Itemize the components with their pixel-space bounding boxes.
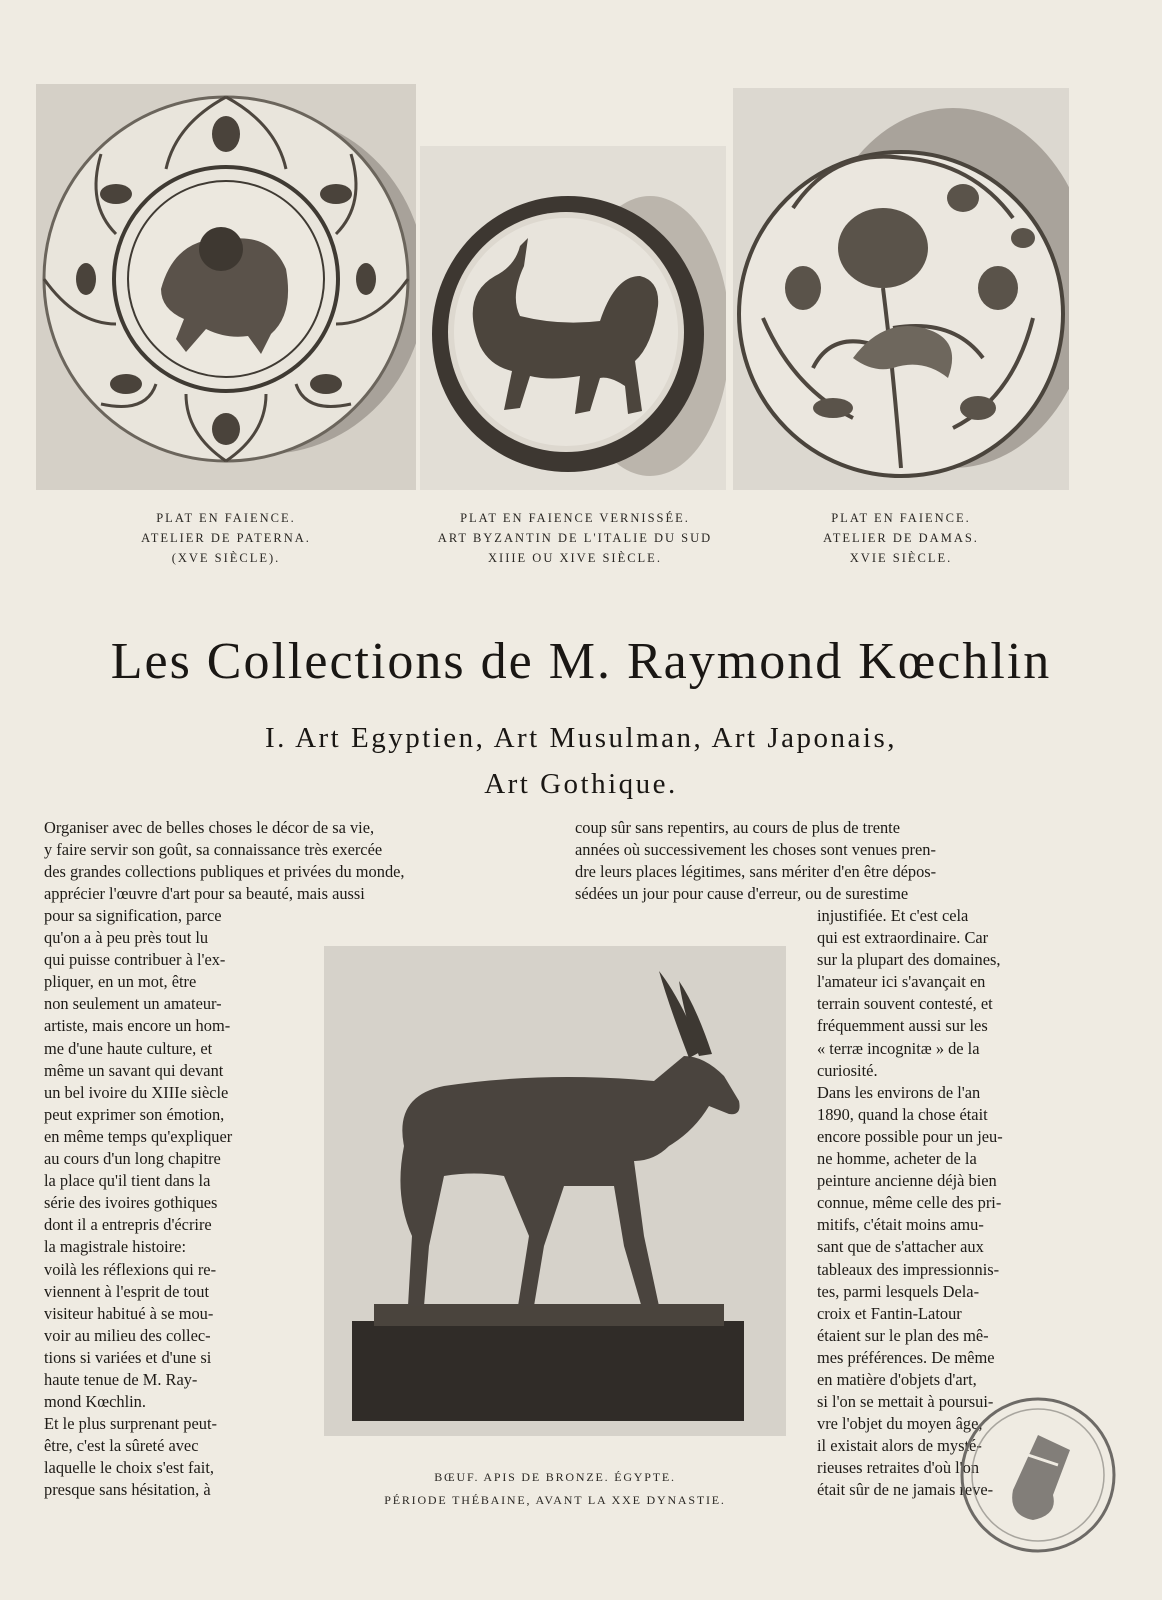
text-line: curiosité. (817, 1060, 878, 1080)
text-line: sant que de s'attacher aux (817, 1237, 984, 1257)
text-line: voir au milieu des collec- (44, 1325, 211, 1345)
text-line: laquelle le choix s'est fait, (44, 1458, 214, 1478)
apis-bull-photo (324, 946, 786, 1436)
text-line: 1890, quand la chose était (817, 1104, 988, 1124)
text-line: coup sûr sans repentirs, au cours de plus de trente (575, 818, 900, 837)
article-subtitle-line-1: I. Art Egyptien, Art Musulman, Art Japonais, (265, 722, 897, 754)
text-line: mond Kœchlin. (44, 1392, 146, 1412)
text-line: des grandes collections publiques et privées du monde, (44, 862, 405, 882)
text-line: qu'on a à peu près tout lu (44, 928, 209, 948)
text-line: sédées un jour pour cause d'erreur, ou de surestime (575, 884, 909, 904)
text-line: y faire servir son goût, sa connaissance très exercée (44, 840, 383, 860)
text-line: me d'une haute culture, et (44, 1038, 213, 1058)
text-line: étaient sur le plan des mê- (817, 1325, 989, 1345)
text-line: tes, parmi lesquels Dela- (817, 1281, 980, 1301)
text-line: série des ivoires gothiques (44, 1193, 218, 1213)
text-line: fréquemment aussi sur les (817, 1016, 988, 1036)
text-line: apprécier l'œuvre d'art pour sa beauté, mais aussi (44, 884, 365, 904)
text-line: en même temps qu'expliquer (44, 1126, 233, 1146)
caption-line: PLAT EN FAIENCE VERNISSÉE. (460, 511, 690, 525)
text-line: qui puisse contribuer à l'ex- (44, 950, 226, 970)
text-line: la magistrale histoire: (44, 1237, 187, 1257)
caption-line: XIIIE OU XIVE SIÈCLE. (488, 551, 662, 565)
text-line: un bel ivoire du XIIIe siècle (44, 1082, 229, 1102)
text-line: était sûr de ne jamais reve- (817, 1480, 994, 1500)
text-line: rieuses retraites d'où l'on (817, 1458, 980, 1478)
text-line: vre l'objet du moyen âge, (817, 1414, 983, 1434)
text-line: au cours d'un long chapitre (44, 1149, 221, 1169)
caption-line: ART BYZANTIN DE L'ITALIE DU SUD (437, 531, 713, 545)
caption-line: ATELIER DE PATERNA. (141, 531, 311, 545)
apis-bull-caption (324, 1466, 786, 1512)
text-line: injustifiée. Et c'est cela (817, 906, 969, 925)
text-line: terrain souvent contesté, et (817, 994, 993, 1014)
text-line: encore possible pour un jeu- (817, 1126, 1003, 1146)
text-line: presque sans hésitation, à (44, 1480, 211, 1500)
caption-line: BŒUF. APIS DE BRONZE. ÉGYPTE. (434, 1470, 676, 1484)
body-text-left-narrow (44, 905, 291, 1502)
text-line: pliquer, en un mot, être (44, 972, 197, 992)
text-line: Dans les environs de l'an (817, 1082, 981, 1102)
caption-line: ATELIER DE DAMAS. (823, 531, 979, 545)
plate-damascus-photo (733, 88, 1069, 490)
text-line: qui est extraordinaire. Car (817, 928, 989, 948)
text-line: sur la plupart des domaines, (817, 950, 1001, 970)
plate-byzantine-photo (420, 146, 726, 490)
caption-line: XVIE SIÈCLE. (849, 551, 953, 565)
text-line: croix et Fantin-Latour (817, 1303, 962, 1323)
text-line: être, c'est la sûreté avec (44, 1436, 199, 1456)
text-line: la place qu'il tient dans la (44, 1171, 211, 1191)
text-line: visiteur habitué à se mou- (44, 1303, 214, 1323)
body-text-right-full (575, 817, 1065, 905)
text-line: tions si variées et d'une si (44, 1347, 212, 1367)
text-line: si l'on se mettait à poursui- (817, 1392, 994, 1412)
text-line: non seulement un amateur- (44, 994, 222, 1014)
text-line: dont il a entrepris d'écrire (44, 1215, 212, 1235)
article-subtitle-line-2: Art Gothique. (484, 768, 678, 800)
text-line: mes préférences. De même (817, 1347, 995, 1367)
text-line: voilà les réflexions qui re- (44, 1259, 217, 1279)
text-line: dre leurs places légitimes, sans mériter d'en être dépos- (575, 862, 937, 882)
text-line: Organiser avec de belles choses le décor de sa vie, (44, 818, 375, 837)
caption-line: PLAT EN FAIENCE. (831, 511, 971, 525)
text-line: années où successivement les choses sont venues pren- (575, 840, 936, 860)
plate-caption-paterna (36, 508, 416, 568)
text-line: Et le plus surprenant peut- (44, 1414, 217, 1434)
plate-caption-byzantine (405, 508, 745, 568)
text-line: connue, même celle des pri- (817, 1193, 1002, 1213)
text-line: l'amateur ici s'avançait en (817, 972, 986, 992)
text-line: peut exprimer son émotion, (44, 1104, 225, 1124)
text-line: « terræ incognitæ » de la (817, 1038, 980, 1058)
body-text-left-full (44, 817, 540, 905)
text-line: viennent à l'esprit de tout (44, 1281, 209, 1301)
article-title: Les Collections de M. Raymond Kœchlin (110, 633, 1052, 690)
caption-line: PÉRIODE THÉBAINE, AVANT LA XXE DYNASTIE. (384, 1493, 726, 1507)
plate-caption-damascus (733, 508, 1069, 568)
text-line: peinture ancienne déjà bien (817, 1171, 997, 1191)
library-stamp-icon (958, 1395, 1118, 1555)
text-line: pour sa signification, parce (44, 906, 222, 925)
text-line: ne homme, acheter de la (817, 1149, 977, 1169)
text-line: haute tenue de M. Ray- (44, 1369, 198, 1389)
caption-line: (XVE SIÈCLE). (171, 551, 281, 565)
text-line: tableaux des impressionnis- (817, 1259, 1000, 1279)
text-line: même un savant qui devant (44, 1060, 224, 1080)
text-line: il existait alors de mysté- (817, 1436, 982, 1456)
caption-line: PLAT EN FAIENCE. (156, 511, 296, 525)
plate-paterna-photo (36, 84, 416, 490)
text-line: mitifs, c'était moins amu- (817, 1215, 984, 1235)
text-line: en matière d'objets d'art, (817, 1369, 977, 1389)
text-line: artiste, mais encore un hom- (44, 1016, 231, 1036)
